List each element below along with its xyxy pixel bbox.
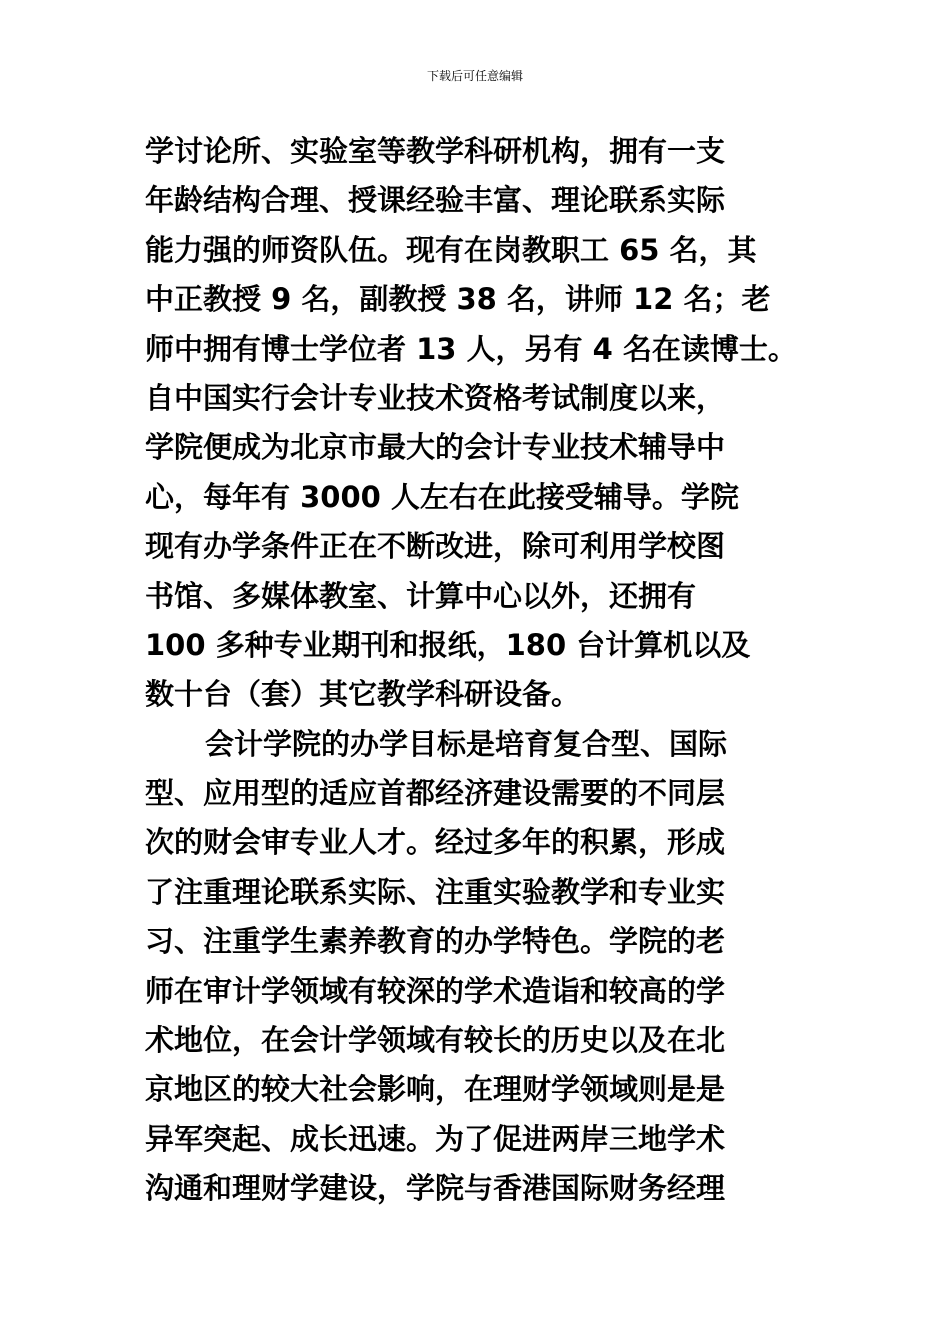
- text-line: 次的财会审专业人才。经过多年的积累，形成: [145, 825, 726, 860]
- text-line: 书馆、多媒体教室、计算中心以外，还拥有: [145, 578, 697, 613]
- text-line: 年龄结构合理、授课经验丰富、理论联系实际: [145, 183, 726, 218]
- paragraph-first-line: 会计学院的办学目标是培育复合型、国际: [205, 726, 728, 761]
- text-line: 异军突起、成长迅速。为了促进两岸三地学术: [145, 1121, 726, 1156]
- text-line: 了注重理论联系实际、注重实验教学和专业实: [145, 874, 726, 909]
- text-line: 京地区的较大社会影响，在理财学领域则是是: [145, 1072, 726, 1107]
- text-line: 能力强的师资队伍。现有在岗教职工 65 名，其: [145, 232, 757, 267]
- text-line: 师在审计学领域有较深的学术造诣和较高的学: [145, 973, 726, 1008]
- text-line: 学讨论所、实验室等教学科研机构，拥有一支: [145, 134, 726, 168]
- text-line: 数十台（套）其它教学科研设备。: [145, 677, 581, 712]
- text-line: 学院便成为北京市最大的会计专业技术辅导中: [145, 430, 726, 465]
- text-line: 习、注重学生素养教育的办学特色。学院的老: [145, 924, 726, 959]
- text-line: 沟通和理财学建设，学院与香港国际财务经理: [145, 1171, 726, 1206]
- text-line: 心，每年有 3000 人左右在此接受辅导。学院: [145, 479, 739, 514]
- text-line: 中正教授 9 名，副教授 38 名，讲师 12 名；老: [145, 282, 771, 317]
- text-line: 100 多种专业期刊和报纸，180 台计算机以及: [145, 627, 751, 662]
- text-line: 自中国实行会计专业技术资格考试制度以来，: [145, 380, 726, 415]
- text-line: 师中拥有博士学位者 13 人，另有 4 名在读博士。: [145, 331, 797, 366]
- text-line: 现有办学条件正在不断改进，除可利用学校图: [145, 529, 726, 564]
- text-line: 型、应用型的适应首都经济建设需要的不同层: [145, 776, 726, 811]
- page-header: 下载后可任意编辑: [426, 69, 523, 83]
- body-text: [145, 127, 845, 1214]
- text-line: 术地位，在会计学领域有较长的历史以及在北: [145, 1023, 726, 1058]
